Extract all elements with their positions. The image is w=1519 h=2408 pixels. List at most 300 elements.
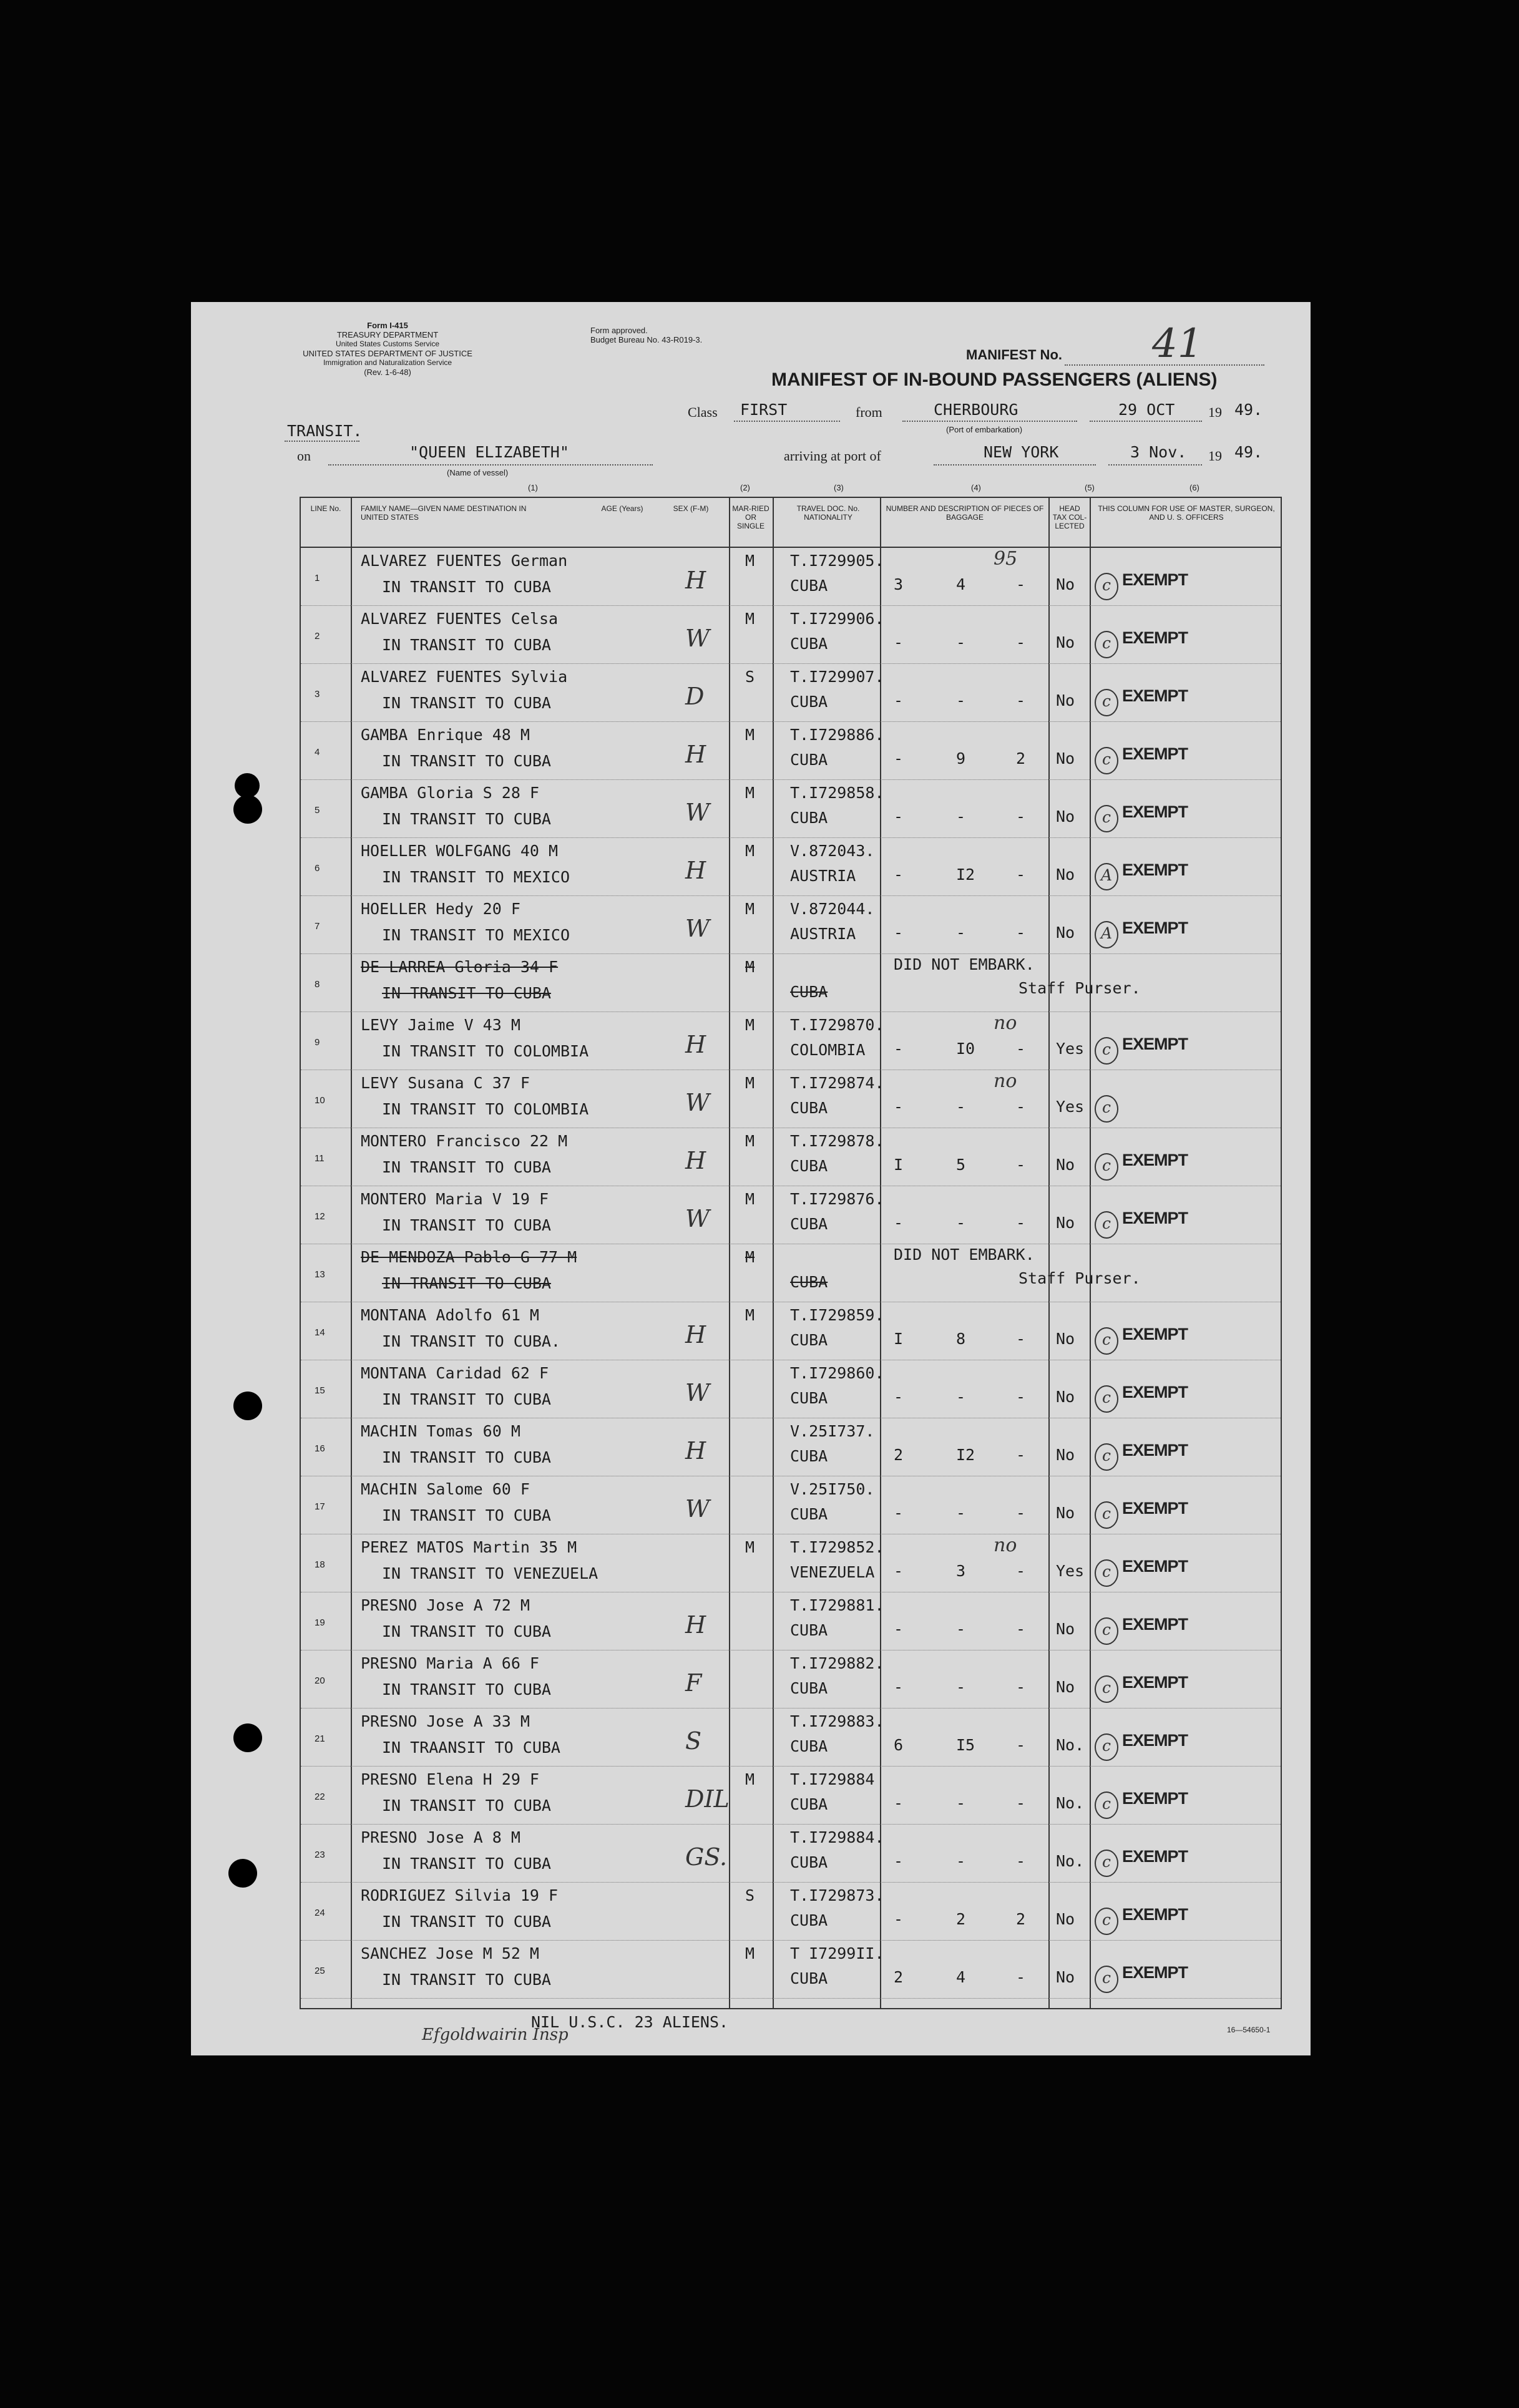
baggage-pieces-3: - [1016,1736,1026,1754]
nationality: CUBA [790,1621,828,1639]
tax-mark: c [1095,805,1118,832]
table-row [301,1883,1281,1941]
nationality: CUBA [790,1447,828,1465]
table-row [301,664,1281,722]
handwritten-mark: H [685,1031,706,1058]
table-row [301,1592,1281,1650]
header-name: FAMILY NAME—GIVEN NAME DESTINATION IN UNITED STATES [361,504,527,522]
nationality: CUBA [790,1911,828,1929]
destination: IN TRANSIT TO CUBA [382,578,551,596]
header-age: AGE (Years) [601,504,643,513]
arrival-date: 3 Nov. [1130,443,1187,461]
marital-status: M [745,1248,755,1266]
head-tax-collected: No [1056,1388,1075,1406]
table-row [301,1418,1281,1476]
officer-remark: EXEMPT [1122,1325,1188,1343]
marital-status: M [745,1306,755,1324]
destination: IN TRANSIT TO CUBA [382,694,551,712]
baggage-pieces-1: - [894,633,904,651]
passenger-table [300,497,1282,2009]
head-tax-collected: No [1056,865,1075,884]
tax-mark: c [1095,1850,1118,1877]
baggage-pieces-2: - [956,1620,966,1638]
head-tax-collected: No [1056,633,1075,651]
baggage-pieces-2: - [956,1388,966,1406]
officer-remark: EXEMPT [1122,1847,1188,1866]
baggage-pieces-3: - [1016,807,1026,826]
passenger-name: ALVAREZ FUENTES German [361,552,568,570]
line-number: 8 [315,979,320,990]
page-title: MANIFEST OF IN-BOUND PASSENGERS (ALIENS) [771,369,1218,390]
arriving-label: arriving at port of [784,448,881,464]
column-number: (4) [971,483,981,492]
tax-mark: c [1095,1327,1118,1355]
tax-mark: c [1095,1791,1118,1819]
header-travel-doc: TRAVEL DOC. No. NATIONALITY [796,504,860,522]
head-tax-collected: No [1056,1910,1075,1928]
handwritten-mark: W [685,625,710,652]
destination: IN TRANSIT TO CUBA [382,1913,551,1931]
baggage-pieces-2: - [956,1098,966,1116]
head-tax-collected: No [1056,1678,1075,1696]
baggage-pieces-3: - [1016,1156,1026,1174]
table-row [301,1534,1281,1592]
marital-status: M [745,842,755,860]
nationality: CUBA [790,1331,828,1349]
column-number: (1) [528,483,538,492]
table-row [301,780,1281,838]
marital-status: M [745,1132,755,1150]
baggage-pieces-3: - [1016,633,1026,651]
marital-status: M [745,610,755,628]
handwritten-note: 95 [994,548,1018,570]
line-number: 16 [315,1443,325,1454]
table-row [301,1186,1281,1244]
handwritten-mark: S [685,1727,702,1755]
destination: IN TRANSIT TO CUBA [382,1390,551,1408]
tax-mark: c [1095,1733,1118,1761]
port-of-embarkation-caption: (Port of embarkation) [946,425,1023,434]
line-number: 12 [315,1211,325,1222]
travel-doc-number: T I7299II. [790,1944,884,1962]
officer-remark: EXEMPT [1122,1383,1188,1401]
line-number: 13 [315,1269,325,1280]
handwritten-note: no [994,1070,1017,1092]
destination: IN TRANSIT TO CUBA [382,1506,551,1524]
line-number: 7 [315,921,320,932]
customs-service: United States Customs Service [335,339,440,348]
handwritten-note: no [994,1534,1017,1556]
passenger-name: SANCHEZ Jose M 52 M [361,1944,539,1962]
baggage-pieces-2: - [956,633,966,651]
marital-status: M [745,1770,755,1788]
handwritten-mark: H [685,1321,706,1348]
nationality: AUSTRIA [790,867,856,885]
tax-mark: c [1095,1501,1118,1529]
justice-department: UNITED STATES DEPARTMENT OF JUSTICE [303,349,472,358]
line-number: 25 [315,1966,325,1976]
manifest-number: 41 [1152,321,1203,367]
handwritten-note: no [994,1012,1017,1034]
travel-doc-number: T.I729852. [790,1538,884,1556]
passenger-name: MONTANA Caridad 62 F [361,1364,549,1382]
travel-doc-number: T.I729873. [790,1886,884,1904]
baggage-pieces-1: - [894,1388,904,1406]
baggage-pieces-1: - [894,1040,904,1058]
line-number: 3 [315,689,320,699]
travel-doc-number: T.I729907. [790,668,884,686]
head-tax-collected: No [1056,575,1075,593]
baggage-pieces-3: - [1016,1446,1026,1464]
travel-doc-number: T.I729860. [790,1364,884,1382]
header-head-tax: HEAD TAX COL-LECTED [1052,504,1087,530]
travel-doc-number: T.I729859. [790,1306,884,1324]
passenger-name: RODRIGUEZ Silvia 19 F [361,1886,559,1904]
handwritten-mark: W [685,1205,710,1232]
officer-remark: EXEMPT [1122,860,1188,879]
officer-remark: EXEMPT [1122,1905,1188,1924]
travel-doc-number: T.I729876. [790,1190,884,1208]
travel-doc-number: V.25I750. [790,1480,875,1498]
travel-doc-number: V.872043. [790,842,875,860]
table-row [301,1070,1281,1128]
baggage-pieces-3: - [1016,1388,1026,1406]
baggage-pieces-1: - [894,1620,904,1638]
destination: IN TRANSIT TO CUBA [382,752,551,770]
line-number: 18 [315,1559,325,1570]
handwritten-mark: H [685,1437,706,1465]
budget-bureau-no: Budget Bureau No. 43-R019-3. [590,335,703,344]
departure-date: 29 OCT [1118,401,1175,419]
nationality: COLOMBIA [790,1041,866,1059]
header-married: MAR-RIED OR SINGLE [732,504,769,530]
marital-status: M [745,726,755,744]
nationality: CUBA [790,1737,828,1755]
column-number: (2) [740,483,750,492]
line-number: 21 [315,1733,325,1744]
manifest-sheet [191,302,1311,2055]
vessel-caption: (Name of vessel) [447,468,509,477]
baggage-pieces-2: - [956,924,966,942]
destination: IN TRANSIT TO CUBA [382,1855,551,1873]
departure-year: 49. [1234,401,1263,419]
officer-remark: EXEMPT [1122,1963,1188,1982]
baggage-pieces-1: 3 [894,575,904,593]
baggage-pieces-1: - [894,1852,904,1870]
line-number: 10 [315,1095,325,1106]
form-code: 16—54650-1 [1227,2025,1271,2034]
baggage-pieces-1: - [894,924,904,942]
passenger-name: PRESNO Jose A 72 M [361,1596,530,1614]
baggage-pieces-1: - [894,1910,904,1928]
baggage-pieces-1: I [894,1156,904,1174]
baggage-pieces-3: - [1016,1852,1026,1870]
table-row [301,548,1281,606]
on-label: on [297,448,311,464]
officer-remark: EXEMPT [1122,1151,1188,1169]
nationality: CUBA [790,577,828,595]
baggage-pieces-2: - [956,807,966,826]
binder-hole [233,1723,262,1752]
passenger-name: HOELLER WOLFGANG 40 M [361,842,559,860]
passenger-name: PRESNO Jose A 33 M [361,1712,530,1730]
destination: IN TRANSIT TO CUBA [382,1216,551,1234]
head-tax-collected: Yes [1056,1040,1085,1058]
head-tax-collected: No [1056,1968,1075,1986]
travel-doc-number: V.25I737. [790,1422,875,1440]
nationality: VENEZUELA [790,1563,875,1581]
baggage-pieces-3: 2 [1016,1910,1026,1928]
class-label: Class [688,404,718,420]
passenger-name: PEREZ MATOS Martin 35 M [361,1538,577,1556]
line-number: 20 [315,1675,325,1686]
baggage-pieces-2: - [956,1852,966,1870]
line-number: 19 [315,1617,325,1628]
form-identification [285,321,491,377]
class-value: FIRST [740,401,788,419]
line-number: 1 [315,573,320,583]
passenger-name: PRESNO Jose A 8 M [361,1828,520,1846]
passenger-name: LEVY Susana C 37 F [361,1074,530,1092]
handwritten-mark: W [685,1379,710,1406]
tax-mark: c [1095,1385,1118,1413]
table-row [301,1360,1281,1418]
destination: IN TRANSIT TO CUBA [382,1971,551,1989]
baggage-pieces-1: - [894,1504,904,1522]
destination: IN TRANSIT TO CUBA [382,1680,551,1699]
tax-mark: c [1095,1443,1118,1471]
destination: IN TRANSIT TO CUBA [382,636,551,654]
line-number: 11 [315,1153,325,1164]
table-row [301,1244,1281,1302]
marital-status: M [745,552,755,570]
line-number: 23 [315,1850,325,1860]
nationality: CUBA [790,693,828,711]
handwritten-mark: H [685,741,706,768]
immigration-service: Immigration and Naturalization Service [323,358,452,367]
nationality: CUBA [790,1969,828,1987]
marital-status: M [745,958,755,976]
baggage-pieces-3: - [1016,691,1026,709]
table-row [301,896,1281,954]
column-number: (5) [1085,483,1095,492]
officer-remark: EXEMPT [1122,744,1188,763]
officer-remark: EXEMPT [1122,1035,1188,1053]
vessel-name: "QUEEN ELIZABETH" [409,443,569,461]
manifest-no-label: MANIFEST No. [966,347,1062,363]
destination: IN TRANSIT TO CUBA [382,1448,551,1466]
binder-hole [235,773,260,798]
baggage-pieces-3: - [1016,924,1026,942]
destination: IN TRANSIT TO MEXICO [382,868,570,886]
baggage-pieces-2: - [956,1678,966,1696]
passenger-name: MACHIN Salome 60 F [361,1480,530,1498]
departure-year-prefix: 19 [1208,404,1222,420]
nationality: CUBA [790,635,828,653]
tax-mark: c [1095,1095,1118,1123]
line-number: 6 [315,863,320,874]
baggage-pieces-1: DID NOT EMBARK. [894,1245,1035,1264]
table-row [301,838,1281,896]
baggage-pieces-1: 2 [894,1446,904,1464]
baggage-pieces-3: - [1016,1562,1026,1580]
line-number: 14 [315,1327,325,1338]
nationality: CUBA [790,1853,828,1871]
tax-mark: A [1095,921,1118,948]
baggage-pieces-1: - [894,691,904,709]
destination: IN TRAANSIT TO CUBA [382,1738,560,1757]
table-row [301,1825,1281,1883]
passenger-name: ALVAREZ FUENTES Celsa [361,610,559,628]
nationality: CUBA [790,809,828,827]
baggage-pieces-3: - [1016,865,1026,884]
table-row [301,1709,1281,1767]
binder-hole [233,1392,262,1420]
baggage-pieces-3: - [1016,1330,1026,1348]
baggage-pieces-2: 3 [956,1562,966,1580]
binder-hole [228,1859,257,1888]
nationality: CUBA [790,1389,828,1407]
tax-mark: c [1095,1559,1118,1587]
nationality: CUBA [790,983,828,1001]
form-number: Form I-415 [367,321,408,330]
baggage-pieces-1: DID NOT EMBARK. [894,955,1035,973]
handwritten-mark: W [685,799,710,826]
head-tax-collected: No [1056,1156,1075,1174]
line-number: 5 [315,805,320,816]
arrival-year: 49. [1234,443,1263,461]
destination: IN TRANSIT TO CUBA [382,1622,551,1640]
passenger-name: HOELLER Hedy 20 F [361,900,520,918]
table-row [301,1476,1281,1534]
head-tax-collected: No [1056,1330,1075,1348]
baggage-pieces-3: - [1016,1040,1026,1058]
baggage-pieces-1: - [894,1794,904,1812]
destination: IN TRANSIT TO CUBA. [382,1332,560,1350]
header-sex: SEX (F-M) [673,504,709,513]
officer-remark: EXEMPT [1122,1673,1188,1692]
destination: IN TRANSIT TO CUBA [382,1796,551,1815]
destination: IN TRANSIT TO CUBA [382,810,551,828]
table-row [301,1941,1281,1999]
officer-remark: EXEMPT [1122,1499,1188,1518]
baggage-pieces-2: - [956,691,966,709]
passenger-name: DE MENDOZA Pablo G 77 M [361,1248,577,1266]
passenger-name: MONTERO Maria V 19 F [361,1190,549,1208]
nationality: CUBA [790,1215,828,1233]
tax-mark: c [1095,1211,1118,1239]
line-number: 2 [315,631,320,641]
officer-remark: EXEMPT [1122,686,1188,705]
header-officers: THIS COLUMN FOR USE OF MASTER, SURGEON, AND U. S. OFFICERS [1098,504,1275,522]
baggage-pieces-1: - [894,749,904,768]
head-tax-collected: No [1056,807,1075,826]
baggage-pieces-2: 5 [956,1156,966,1174]
passenger-name: LEVY Jaime V 43 M [361,1016,520,1034]
from-value: CHERBOURG [934,401,1018,419]
baggage-pieces-2: - [956,1214,966,1232]
passenger-name: MACHIN Tomas 60 M [361,1422,520,1440]
handwritten-mark: H [685,857,706,884]
nationality: CUBA [790,1099,828,1117]
baggage-pieces-2: - [956,1794,966,1812]
head-tax-collected: Staff Purser. [1018,1269,1141,1287]
travel-doc-number: T.I729884. [790,1828,884,1846]
handwritten-mark: H [685,1611,706,1639]
travel-doc-number: T.I729886. [790,726,884,744]
passenger-name: GAMBA Enrique 48 M [361,726,530,744]
baggage-pieces-3: - [1016,575,1026,593]
head-tax-collected: No. [1056,1736,1085,1754]
nationality: CUBA [790,1157,828,1175]
tax-mark: c [1095,1153,1118,1181]
inspector-signature: Efgoldwairin Insp [422,2025,569,2044]
baggage-pieces-2: I0 [956,1040,975,1058]
passenger-name: PRESNO Elena H 29 F [361,1770,539,1788]
line-number: 4 [315,747,320,758]
header-line-no: LINE No. [310,504,341,513]
table-row [301,1128,1281,1186]
tax-mark: c [1095,1908,1118,1935]
destination: IN TRANSIT TO COLOMBIA [382,1100,589,1118]
arrival-port: NEW YORK [984,443,1059,461]
baggage-pieces-1: 6 [894,1736,904,1754]
binder-hole [233,795,262,824]
baggage-pieces-2: 2 [956,1910,966,1928]
destination: IN TRANSIT TO VENEZUELA [382,1564,598,1582]
nationality: CUBA [790,1679,828,1697]
officer-remark: EXEMPT [1122,919,1188,937]
destination: IN TRANSIT TO CUBA [382,1274,551,1292]
passenger-name: MONTANA Adolfo 61 M [361,1306,539,1324]
handwritten-mark: W [685,1495,710,1523]
head-tax-collected: No [1056,1620,1075,1638]
line-number: 15 [315,1385,325,1396]
passenger-name: GAMBA Gloria S 28 F [361,784,539,802]
officer-remark: EXEMPT [1122,628,1188,647]
head-tax-collected: No. [1056,1794,1085,1812]
baggage-pieces-1: - [894,1098,904,1116]
marital-status: S [745,1886,755,1904]
travel-doc-number: T.I729874. [790,1074,884,1092]
marital-status: M [745,1190,755,1208]
nationality: CUBA [790,1505,828,1523]
baggage-pieces-3: - [1016,1794,1026,1812]
tax-mark: c [1095,573,1118,600]
baggage-pieces-3: - [1016,1098,1026,1116]
officer-remark: EXEMPT [1122,570,1188,589]
baggage-pieces-2: 4 [956,575,966,593]
tax-mark: c [1095,1966,1118,1993]
baggage-pieces-2: 8 [956,1330,966,1348]
destination: IN TRANSIT TO CUBA [382,1158,551,1176]
baggage-pieces-1: - [894,1678,904,1696]
officer-remark: EXEMPT [1122,1209,1188,1227]
baggage-pieces-3: - [1016,1504,1026,1522]
officer-remark: EXEMPT [1122,1557,1188,1576]
travel-doc-number: V.872044. [790,900,875,918]
head-tax-collected: No. [1056,1852,1085,1870]
table-row [301,1302,1281,1360]
baggage-pieces-1: - [894,1214,904,1232]
baggage-pieces-1: - [894,807,904,826]
table-row [301,954,1281,1012]
form-approval [590,326,753,344]
baggage-pieces-2: 4 [956,1968,966,1986]
marital-status: M [745,1016,755,1034]
tax-mark: c [1095,1675,1118,1703]
tax-mark: c [1095,747,1118,774]
